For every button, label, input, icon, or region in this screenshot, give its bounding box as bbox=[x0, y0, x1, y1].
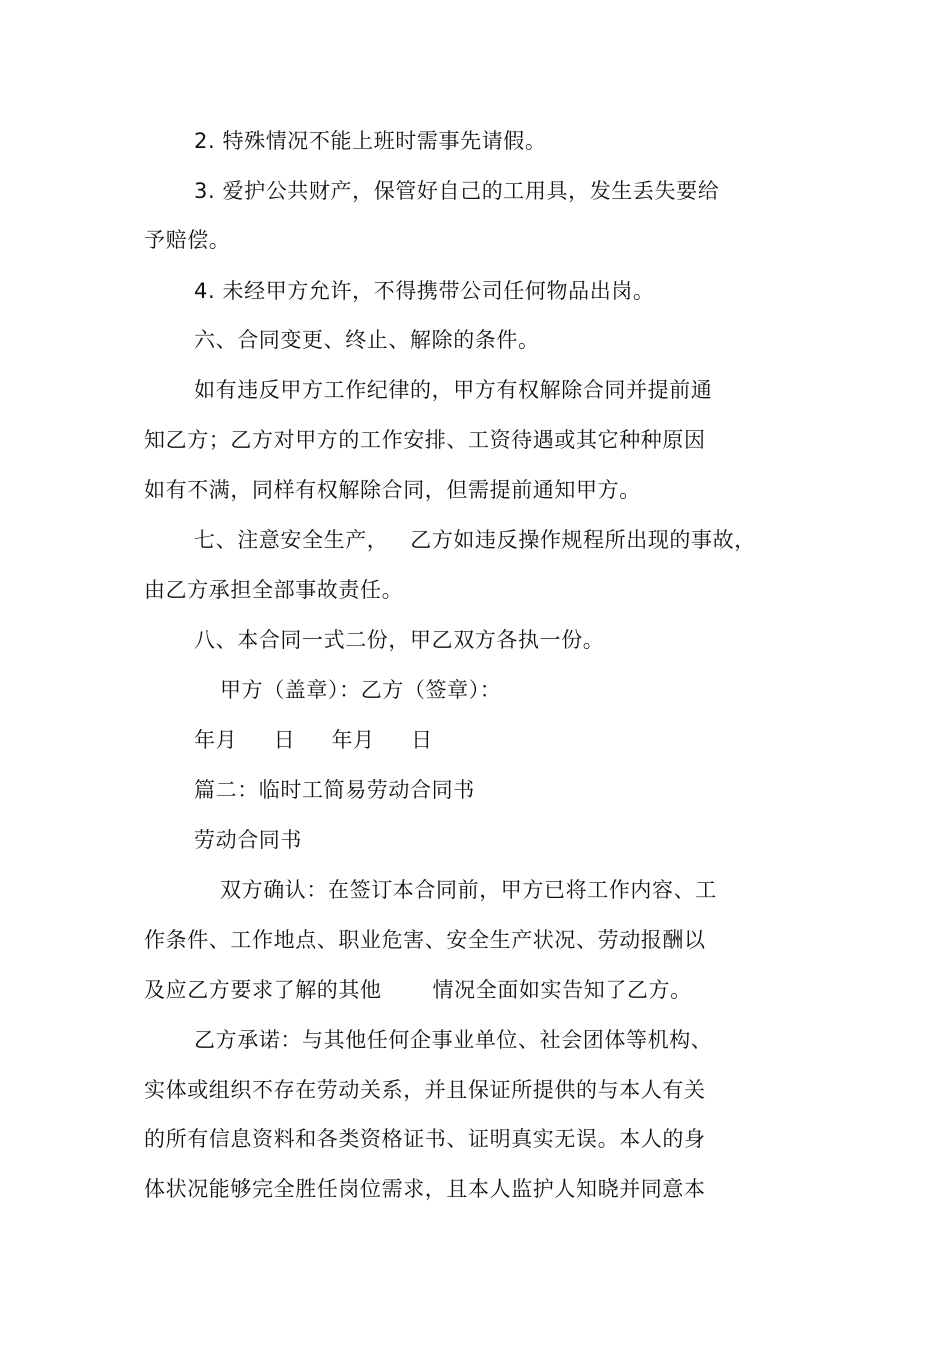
text-line: 如有违反甲方工作纪律的，甲方有权解除合同并提前通 bbox=[194, 378, 713, 402]
text-line: 4. 未经甲方允许，不得携带公司任何物品出岗。 bbox=[194, 279, 655, 303]
text-line: 及应乙方要求了解的其他 情况全面如实告知了乙方。 bbox=[144, 978, 692, 1002]
text-line: 的所有信息资料和各类资格证书、证明真实无误。本人的身 bbox=[144, 1127, 706, 1151]
section-heading: 六、合同变更、终止、解除的条件。 bbox=[194, 328, 540, 352]
text-line: 3. 爱护公共财产，保管好自己的工用具，发生丢失要给 bbox=[194, 179, 720, 203]
document-title: 劳动合同书 bbox=[194, 828, 302, 852]
text-line: 2. 特殊情况不能上班时需事先请假。 bbox=[194, 129, 547, 153]
text-line: 知乙方；乙方对甲方的工作安排、工资待遇或其它种种原因 bbox=[144, 428, 706, 452]
signature-line: 甲方（盖章）：乙方（签章）： bbox=[220, 678, 502, 702]
text-line: 体状况能够完全胜任岗位需求，且本人监护人知晓并同意本 bbox=[144, 1177, 706, 1201]
text-line: 实体或组织不存在劳动关系，并且保证所提供的与本人有关 bbox=[144, 1078, 706, 1102]
text-line: 予赔偿。 bbox=[144, 228, 231, 252]
chapter-title: 篇二：临时工简易劳动合同书 bbox=[194, 778, 475, 802]
text-line: 由乙方承担全部事故责任。 bbox=[144, 578, 404, 602]
text-line: 乙方承诺：与其他任何企事业单位、社会团体等机构、 bbox=[194, 1028, 713, 1052]
section-heading: 七、注意安全生产， 乙方如违反操作规程所出现的事故， bbox=[194, 528, 756, 552]
text-line: 双方确认：在签订本合同前，甲方已将工作内容、工 bbox=[220, 878, 717, 902]
section-heading: 八、本合同一式二份，甲乙双方各执一份。 bbox=[194, 628, 605, 652]
date-line: 年月 日 年月 日 bbox=[194, 728, 433, 752]
text-line: 作条件、工作地点、职业危害、安全生产状况、劳动报酬以 bbox=[144, 928, 706, 952]
text-line: 如有不满，同样有权解除合同，但需提前通知甲方。 bbox=[144, 478, 641, 502]
